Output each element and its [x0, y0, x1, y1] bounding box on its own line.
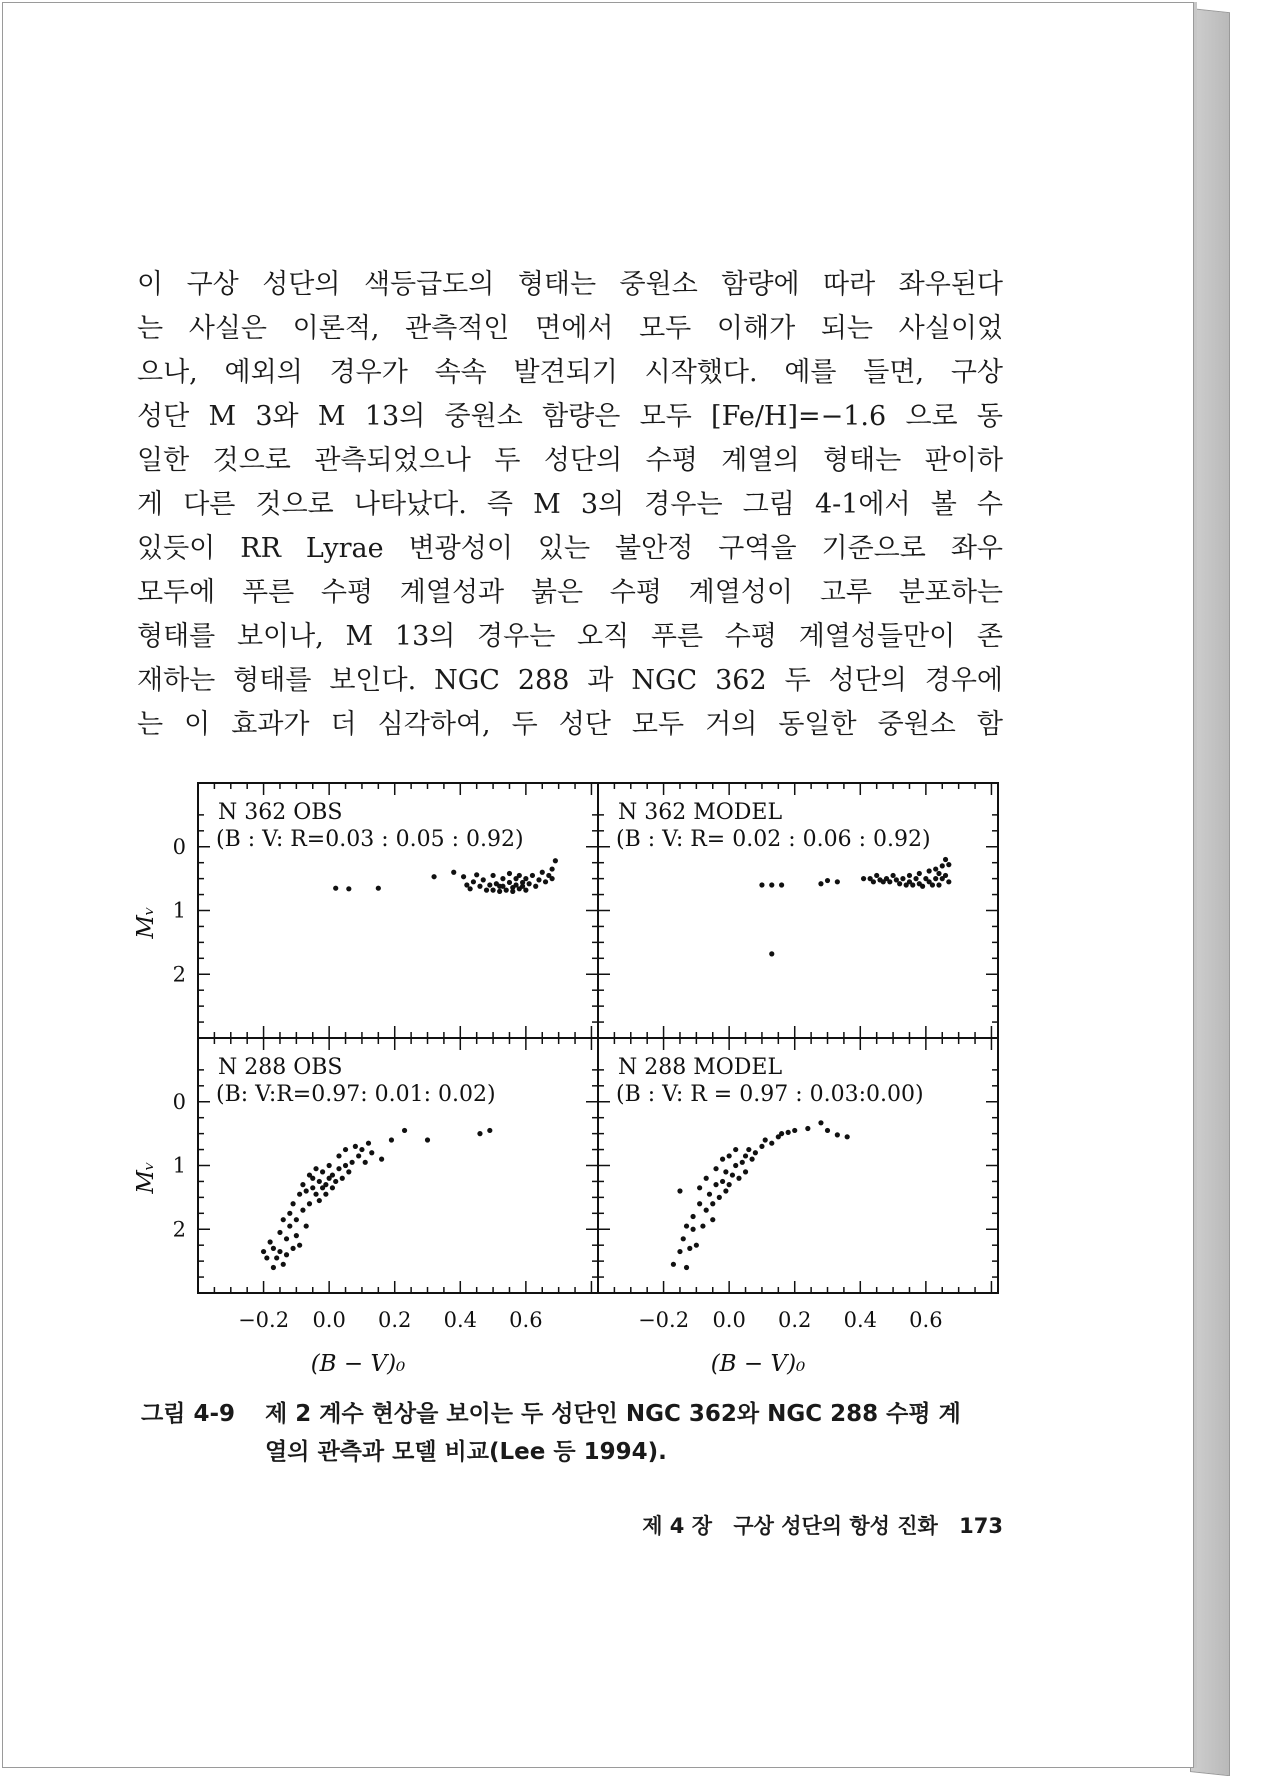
y-axis-title: Mᵥ: [133, 906, 159, 939]
data-point: [733, 1147, 738, 1152]
data-point: [313, 1192, 318, 1197]
data-point: [402, 1128, 407, 1133]
data-point: [927, 868, 932, 873]
data-point: [366, 1141, 371, 1146]
data-point: [536, 877, 541, 882]
x-tick-label: 0.0: [312, 1308, 346, 1332]
data-point: [287, 1223, 292, 1228]
x-tick-label: −0.2: [638, 1308, 690, 1332]
data-point: [943, 873, 948, 878]
data-point: [940, 863, 945, 868]
panel-1: [133, 783, 598, 1038]
data-point: [477, 1131, 482, 1136]
data-point: [271, 1265, 276, 1270]
data-point: [720, 1179, 725, 1184]
data-point: [261, 1249, 266, 1254]
x-tick-label: 0.2: [778, 1308, 812, 1332]
data-point: [805, 1126, 810, 1131]
x-tick-label: 0.6: [509, 1308, 543, 1332]
data-point: [913, 876, 918, 881]
data-point: [300, 1182, 305, 1187]
data-point: [684, 1265, 689, 1270]
data-point: [323, 1192, 328, 1197]
data-point: [717, 1195, 722, 1200]
data-point: [933, 866, 938, 871]
data-point: [284, 1252, 289, 1257]
data-point: [336, 1166, 341, 1171]
data-point: [727, 1182, 732, 1187]
x-tick-label: 0.2: [378, 1308, 412, 1332]
data-point: [730, 1172, 735, 1177]
x-tick-label: −0.2: [238, 1308, 290, 1332]
data-point: [336, 1153, 341, 1158]
data-point: [425, 1137, 430, 1142]
data-point: [687, 1246, 692, 1251]
data-point: [271, 1246, 276, 1251]
y-tick-label: 1: [172, 1153, 186, 1178]
data-point: [451, 870, 456, 875]
data-point: [523, 876, 528, 881]
data-point: [333, 886, 338, 891]
data-point: [310, 1185, 315, 1190]
data-point: [504, 888, 509, 893]
data-point: [825, 878, 830, 883]
y-tick-label: 1: [172, 898, 186, 923]
panel-3: [133, 1038, 598, 1377]
data-point: [779, 882, 784, 887]
data-point: [471, 879, 476, 884]
data-point: [917, 871, 922, 876]
data-point: [746, 1147, 751, 1152]
data-point: [268, 1239, 273, 1244]
data-point: [792, 1128, 797, 1133]
data-point: [533, 884, 538, 889]
data-point: [363, 1160, 368, 1165]
data-point: [720, 1157, 725, 1162]
data-point: [297, 1192, 302, 1197]
data-point: [507, 871, 512, 876]
data-point: [946, 879, 951, 884]
data-point: [671, 1262, 676, 1267]
data-point: [490, 873, 495, 878]
data-point: [490, 888, 495, 893]
data-point: [690, 1227, 695, 1232]
data-point: [835, 879, 840, 884]
data-point: [697, 1201, 702, 1206]
data-point: [497, 889, 502, 894]
data-point: [274, 1255, 279, 1260]
data-point: [543, 879, 548, 884]
data-point: [481, 877, 486, 882]
data-point: [861, 876, 866, 881]
data-point: [946, 862, 951, 867]
data-point: [694, 1243, 699, 1248]
x-tick-label: 0.4: [843, 1308, 877, 1332]
data-point: [287, 1211, 292, 1216]
y-tick-label: 2: [172, 962, 186, 987]
data-point: [743, 1153, 748, 1158]
data-point: [320, 1169, 325, 1174]
data-point: [346, 1169, 351, 1174]
data-point: [740, 1160, 745, 1165]
data-point: [313, 1166, 318, 1171]
data-point: [330, 1172, 335, 1177]
data-point: [874, 873, 879, 878]
data-point: [284, 1236, 289, 1241]
data-point: [474, 872, 479, 877]
data-point: [933, 876, 938, 881]
data-point: [723, 1188, 728, 1193]
caption-text: 제 2 계수 현상을 보이는 두 성단인 NGC 362와 NGC 288 수평 계 열의 관측과 모델 비교(Lee 등 1994).: [265, 1401, 961, 1465]
data-point: [936, 871, 941, 876]
data-point: [461, 874, 466, 879]
data-point: [943, 857, 948, 862]
data-point: [540, 870, 545, 875]
data-point: [704, 1176, 709, 1181]
data-point: [500, 876, 505, 881]
data-point: [507, 880, 512, 885]
data-point: [681, 1236, 686, 1241]
data-point: [700, 1223, 705, 1228]
data-point: [290, 1246, 295, 1251]
data-point: [763, 1137, 768, 1142]
data-point: [343, 1163, 348, 1168]
panel-title: N 288 MODEL: [618, 1055, 783, 1080]
x-axis-title: (B − V)₀: [310, 1351, 406, 1377]
data-point: [379, 1157, 384, 1162]
data-point: [845, 1134, 850, 1139]
data-point: [294, 1233, 299, 1238]
data-point: [294, 1217, 299, 1222]
data-point: [818, 881, 823, 886]
data-point: [759, 1144, 764, 1149]
panel-ratio: (B: V:R=0.97: 0.01: 0.02): [216, 1082, 496, 1107]
data-point: [523, 888, 528, 893]
data-point: [835, 1132, 840, 1137]
data-point: [900, 876, 905, 881]
data-point: [369, 1150, 374, 1155]
data-point: [317, 1179, 322, 1184]
panel-title: N 362 OBS: [218, 800, 343, 825]
data-point: [887, 879, 892, 884]
footer-chapter: 제 4 장: [642, 1514, 713, 1538]
data-point: [677, 1188, 682, 1193]
data-point: [553, 858, 558, 863]
data-point: [713, 1182, 718, 1187]
data-point: [330, 1185, 335, 1190]
data-point: [277, 1249, 282, 1254]
panel-4: [598, 1038, 998, 1377]
data-point: [307, 1201, 312, 1206]
data-point: [487, 1128, 492, 1133]
body-paragraph: 이 구상 성단의 색등급도의 형태는 중원소 함량에 따라 좌우된다 는 사실은 이론적, 관측적인 면에서 모두 이해가 되는 사실이었 으나, 예외의 경우가 속속 발견되기 시작했다. 예를 들면, 구상 성단 M 3와 M 13의 중원소 함량은 모두 [Fe/H]=−1.6 으로 동 일한 것으로 관측되었으나 두 성단의 수평 계열의 형태는 판이하 게 다른 것으로 나타났다. 즉 M 3의 경우는 그림 4-1에서 볼 수 있듯이 RR Lyrae 변광성이 있는 불안정 구역을 기준으로 좌우 모두에 푸른 수평 계열성과 붉은 수평 계열성이 고루 분포하는 형태를 보이나, M 13의 경우는 오직 푸른 수평 계열성들만이 존 재하는 형태를 보인다. NGC 288 과 NGC 362 두 성단의 경우에 는 이 효과가 더 심각하여, 두 성단 모두 거의 동일한 중원소 함: [137, 269, 1003, 740]
data-point: [530, 873, 535, 878]
data-point: [704, 1208, 709, 1213]
data-point: [487, 882, 492, 887]
data-point: [759, 882, 764, 887]
page-edge: [1190, 8, 1230, 1776]
data-point: [527, 881, 532, 886]
panel-ratio: (B : V: R = 0.97 : 0.03:0.00): [616, 1082, 924, 1107]
data-point: [356, 1153, 361, 1158]
data-point: [343, 1147, 348, 1152]
data-point: [769, 1141, 774, 1146]
data-point: [323, 1182, 328, 1187]
data-point: [907, 873, 912, 878]
x-tick-label: 0.4: [443, 1308, 477, 1332]
data-point: [304, 1223, 309, 1228]
data-point: [871, 879, 876, 884]
data-point: [389, 1137, 394, 1142]
data-point: [723, 1169, 728, 1174]
data-point: [910, 882, 915, 887]
y-tick-label: 0: [172, 1089, 186, 1114]
data-point: [468, 886, 473, 891]
data-point: [431, 874, 436, 879]
panel-2: [598, 783, 998, 1038]
data-point: [484, 888, 489, 893]
panel-title: N 288 OBS: [218, 1055, 343, 1080]
data-point: [677, 1249, 682, 1254]
data-point: [697, 1185, 702, 1190]
data-point: [376, 886, 381, 891]
cmd-figure: [113, 773, 1013, 1377]
caption-number: 그림 4-9: [141, 1401, 235, 1427]
panel-ratio: (B : V: R= 0.02 : 0.06 : 0.92): [616, 827, 931, 852]
x-tick-label: 0.0: [712, 1308, 746, 1332]
data-point: [327, 1163, 332, 1168]
data-point: [690, 1214, 695, 1219]
data-point: [897, 881, 902, 886]
data-point: [818, 1120, 823, 1125]
data-point: [317, 1198, 322, 1203]
data-point: [477, 884, 482, 889]
data-point: [300, 1208, 305, 1213]
data-point: [340, 1176, 345, 1181]
data-point: [786, 1130, 791, 1135]
y-tick-label: 0: [172, 834, 186, 859]
data-point: [930, 882, 935, 887]
y-tick-label: 2: [172, 1217, 186, 1242]
y-axis-title: Mᵥ: [133, 1161, 159, 1194]
page-footer: [563, 1510, 1003, 1540]
data-point: [684, 1223, 689, 1228]
data-point: [517, 873, 522, 878]
data-point: [936, 882, 941, 887]
data-point: [510, 889, 515, 894]
data-point: [333, 1179, 338, 1184]
data-point: [920, 884, 925, 889]
data-point: [304, 1188, 309, 1193]
data-point: [359, 1147, 364, 1152]
data-point: [281, 1217, 286, 1222]
data-point: [825, 1128, 830, 1133]
data-point: [549, 866, 554, 871]
data-point: [281, 1262, 286, 1267]
footer-title: 구상 성단의 항성 진화: [733, 1514, 938, 1538]
data-point: [713, 1166, 718, 1171]
data-point: [749, 1157, 754, 1162]
data-point: [264, 1255, 269, 1260]
data-point: [753, 1150, 758, 1155]
data-point: [346, 886, 351, 891]
data-point: [277, 1230, 282, 1235]
footer-page-number: 173: [959, 1514, 1003, 1538]
data-point: [890, 873, 895, 878]
x-axis-title: (B − V)₀: [710, 1351, 806, 1377]
data-point: [779, 1131, 784, 1136]
data-point: [769, 951, 774, 956]
book-page: [2, 2, 1194, 1768]
data-point: [549, 876, 554, 881]
data-point: [353, 1144, 358, 1149]
data-point: [710, 1201, 715, 1206]
data-point: [349, 1160, 354, 1165]
data-point: [727, 1153, 732, 1158]
data-point: [310, 1176, 315, 1181]
data-point: [736, 1176, 741, 1181]
x-tick-label: 0.6: [909, 1308, 943, 1332]
data-point: [769, 882, 774, 887]
panel-ratio: (B : V: R=0.03 : 0.05 : 0.92): [216, 827, 524, 852]
data-point: [707, 1192, 712, 1197]
data-point: [743, 1169, 748, 1174]
data-point: [710, 1217, 715, 1222]
data-point: [297, 1243, 302, 1248]
data-point: [733, 1163, 738, 1168]
panel-title: N 362 MODEL: [618, 800, 783, 825]
data-point: [290, 1201, 295, 1206]
